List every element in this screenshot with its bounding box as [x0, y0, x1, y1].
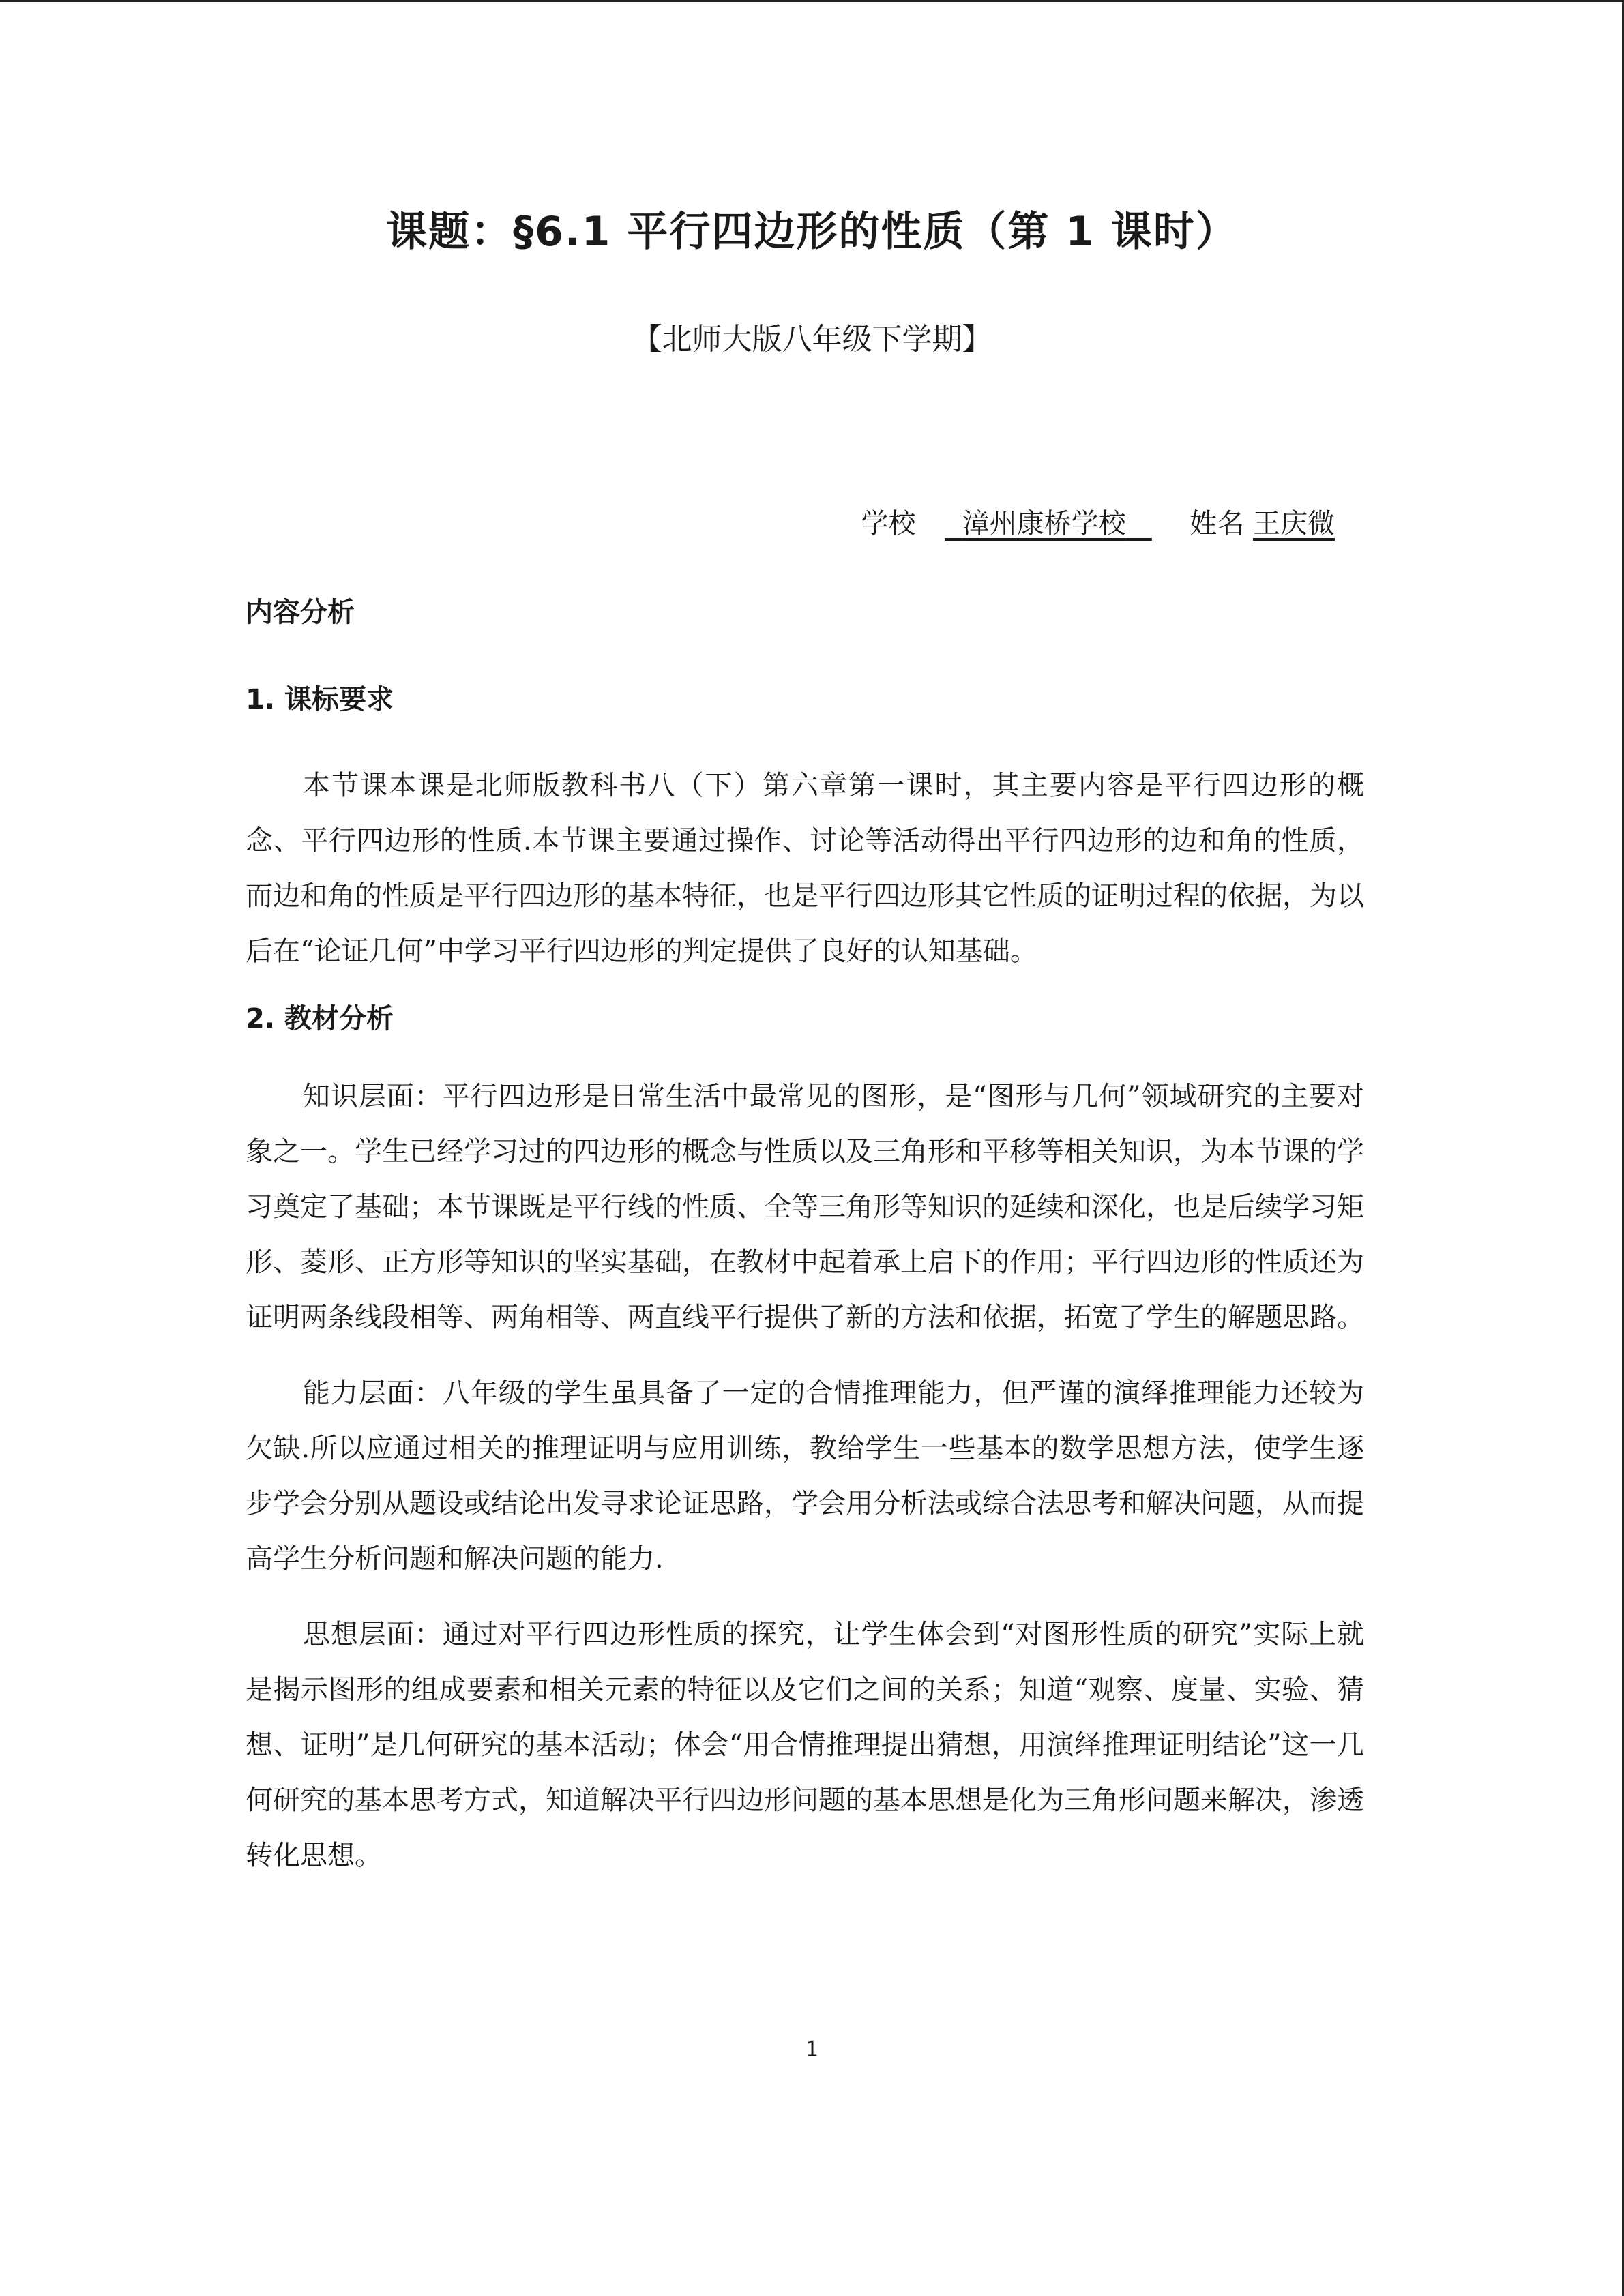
- paragraph-knowledge-level: 知识层面：平行四边形是日常生活中最常见的图形，是“图形与几何”领域研究的主要对象之一。学生已经学习过的四边形的概念与性质以及三角形和平移等相关知识，为本节课的学习奠定了基础；本节课既是平行线的性质、全等三角形等知识的延续和深化，也是后续学习矩形、菱形、正方形等知识的坚实基础，在教材中起着承上启下的作用；平行四边形的性质还为证明两条线段相等、两角相等、两直线平行提供了新的方法和依据，拓宽了学生的解题思路。: [246, 1081, 1364, 1333]
- paragraph-ability-level: 能力层面：八年级的学生虽具备了一定的合情推理能力，但严谨的演绎推理能力还较为欠缺.所以应通过相关的推理证明与应用训练，教给学生一些基本的数学思想方法，使学生逐步学会分别从题设或结论出发寻求论证思路，学会用分析法或综合法思考和解决问题，从而提高学生分析问题和解决问题的能力.: [246, 1377, 1364, 1575]
- name-value: 王庆微: [1253, 508, 1335, 539]
- document-subtitle: 【北师大版八年级下学期】: [632, 322, 992, 357]
- page-number: 1: [805, 2038, 819, 2061]
- document-body: [246, 593, 1364, 1883]
- school-value: 漳州康桥学校: [962, 508, 1126, 539]
- name-label: 姓名: [1190, 508, 1245, 539]
- section-title: 内容分析: [246, 597, 355, 628]
- document-title: 课题：§6.1 平行四边形的性质（第 1 课时）: [386, 208, 1238, 256]
- heading-curriculum-requirements: 1. 课标要求: [246, 684, 394, 715]
- paragraph-thinking-level: 思想层面：通过对平行四边形性质的探究，让学生体会到“对图形性质的研究”实际上就是揭示图形的组成要素和相关元素的特征以及它们之间的关系；知道“观察、度量、实验、猜想、证明”是几何研究的基本活动；体会“用合情推理提出猜想，用演绎推理证明结论”这一几何研究的基本思考方式，知道解决平行四边形问题的基本思想是化为三角形问题来解决，渗透转化思想。: [246, 1619, 1364, 1871]
- paragraph-curriculum: 本节课本课是北师版教科书八（下）第六章第一课时，其主要内容是平行四边形的概念、平行四边形的性质.本节课主要通过操作、讨论等活动得出平行四边形的边和角的性质，而边和角的性质是平行四边形的基本特征，也是平行四边形其它性质的证明过程的依据，为以后在“论证几何”中学习平行四边形的判定提供了良好的认知基础。: [246, 770, 1364, 967]
- heading-textbook-analysis: 2. 教材分析: [246, 1003, 394, 1034]
- school-label: 学校: [861, 508, 916, 539]
- author-info-line: [861, 505, 1335, 543]
